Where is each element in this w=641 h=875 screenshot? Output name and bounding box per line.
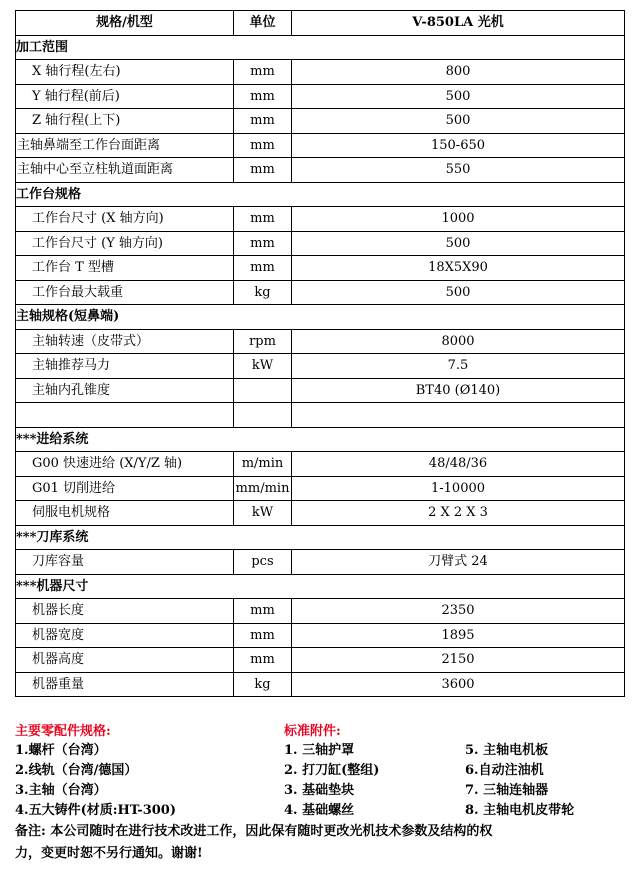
spec-table [15, 10, 625, 697]
spec-unit: pcs [234, 550, 292, 575]
spec-value: 1-10000 [292, 476, 625, 501]
table-row [16, 476, 625, 501]
table-row [16, 501, 625, 526]
spec-unit: mm [234, 256, 292, 281]
spec-unit [234, 378, 292, 403]
table-row [16, 599, 625, 624]
spec-unit: mm [234, 207, 292, 232]
section-title: ***进给系统 [16, 427, 625, 452]
spec-name: 机器长度 [16, 599, 234, 624]
parts-item: 2.线轨（台湾/德国） [15, 763, 138, 778]
spec-name: 主轴推荐马力 [16, 354, 234, 379]
spec-value: 2350 [292, 599, 625, 624]
spec-name: 伺服电机规格 [16, 501, 234, 526]
section-title: 主轴规格(短鼻端) [16, 305, 625, 330]
note-line-1: 备注: 本公司随时在进行技术改进工作，因此保有随时更改光机技术参数及结构的权 [15, 824, 493, 839]
spec-unit: mm [234, 84, 292, 109]
accessory-item: 7. 三轴连轴器 [465, 783, 549, 798]
section-row [16, 427, 625, 452]
accessory-item: 4. 基础螺丝 [284, 803, 355, 818]
spec-value: 48/48/36 [292, 452, 625, 477]
spec-name: 主轴转速（皮带式） [16, 329, 234, 354]
spec-value: 3600 [292, 672, 625, 697]
spec-value: 500 [292, 231, 625, 256]
spec-value: 2 X 2 X 3 [292, 501, 625, 526]
table-row [16, 550, 625, 575]
spec-unit: mm [234, 60, 292, 85]
spec-value [292, 403, 625, 428]
spec-name: 工作台最大载重 [16, 280, 234, 305]
spec-name: 机器重量 [16, 672, 234, 697]
spec-unit: rpm [234, 329, 292, 354]
spec-unit: mm [234, 231, 292, 256]
accessory-item: 6.自动注油机 [465, 763, 544, 778]
table-row [16, 280, 625, 305]
section-title: 工作台规格 [16, 182, 625, 207]
spec-name: 主轴中心至立柱轨道面距离 [16, 158, 234, 183]
table-row [16, 354, 625, 379]
spec-name: Y 轴行程(前后) [16, 84, 234, 109]
section-title: ***刀库系统 [16, 525, 625, 550]
accessory-item: 8. 主轴电机皮带轮 [465, 803, 575, 818]
table-row [16, 158, 625, 183]
table-row [16, 672, 625, 697]
note-line-2: 力，变更时恕不另行通知。谢谢! [15, 846, 203, 861]
table-row [16, 231, 625, 256]
table-row [16, 648, 625, 673]
spec-value: 500 [292, 280, 625, 305]
header-model: V-850LA 光机 [292, 11, 625, 36]
spec-name: G01 切削进给 [16, 476, 234, 501]
table-row [16, 403, 625, 428]
parts-item: 3.主轴（台湾） [15, 783, 107, 798]
section-row [16, 35, 625, 60]
spec-name: 工作台尺寸 (X 轴方向) [16, 207, 234, 232]
spec-value: 刀臂式 24 [292, 550, 625, 575]
spec-value: 8000 [292, 329, 625, 354]
table-header-row [16, 11, 625, 36]
spec-value: 2150 [292, 648, 625, 673]
table-row [16, 84, 625, 109]
accessory-item: 3. 基础垫块 [284, 783, 355, 798]
spec-unit: kW [234, 354, 292, 379]
table-row [16, 452, 625, 477]
spec-value: 18X5X90 [292, 256, 625, 281]
spec-value: 550 [292, 158, 625, 183]
spec-unit: kg [234, 672, 292, 697]
spec-name: X 轴行程(左右) [16, 60, 234, 85]
section-row [16, 574, 625, 599]
table-row [16, 133, 625, 158]
spec-value: BT40 (Ø140) [292, 378, 625, 403]
spec-unit [234, 403, 292, 428]
header-spec: 规格/机型 [16, 11, 234, 36]
spec-unit: mm [234, 133, 292, 158]
spec-unit: m/min [234, 452, 292, 477]
accessory-item: 5. 主轴电机板 [465, 743, 549, 758]
parts-title: 主要零配件规格: [15, 724, 111, 739]
table-row [16, 378, 625, 403]
spec-unit: mm [234, 599, 292, 624]
spec-value: 500 [292, 84, 625, 109]
spec-unit: mm [234, 109, 292, 134]
table-row [16, 623, 625, 648]
spec-name: 工作台尺寸 (Y 轴方向) [16, 231, 234, 256]
accessories-title: 标准附件: [284, 724, 341, 739]
spec-value: 1000 [292, 207, 625, 232]
spec-name: G00 快速进给 (X/Y/Z 轴) [16, 452, 234, 477]
spec-unit: mm/min [234, 476, 292, 501]
spec-name [16, 403, 234, 428]
spec-unit: mm [234, 623, 292, 648]
spec-name: 机器高度 [16, 648, 234, 673]
spec-name: 机器宽度 [16, 623, 234, 648]
spec-unit: mm [234, 158, 292, 183]
spec-value: 150-650 [292, 133, 625, 158]
spec-value: 1895 [292, 623, 625, 648]
section-row [16, 182, 625, 207]
spec-name: 主轴内孔锥度 [16, 378, 234, 403]
spec-unit: mm [234, 648, 292, 673]
spec-unit: kW [234, 501, 292, 526]
parts-item: 1.螺杆（台湾） [15, 743, 107, 758]
section-row [16, 305, 625, 330]
table-row [16, 109, 625, 134]
section-row [16, 525, 625, 550]
parts-item: 4.五大铸件(材质:HT-300) [15, 803, 177, 818]
spec-value: 7.5 [292, 354, 625, 379]
spec-name: 工作台 T 型槽 [16, 256, 234, 281]
table-row [16, 207, 625, 232]
table-row [16, 329, 625, 354]
spec-unit: kg [234, 280, 292, 305]
spec-value: 500 [292, 109, 625, 134]
spec-name: 刀库容量 [16, 550, 234, 575]
section-title: ***机器尺寸 [16, 574, 625, 599]
spec-table-body [16, 11, 625, 697]
accessory-item: 1. 三轴护罩 [284, 743, 355, 758]
header-unit: 单位 [234, 11, 292, 36]
spec-name: 主轴鼻端至工作台面距离 [16, 133, 234, 158]
section-title: 加工范围 [16, 35, 625, 60]
spec-name: Z 轴行程(上下) [16, 109, 234, 134]
table-row [16, 256, 625, 281]
accessory-item: 2. 打刀缸(整组) [284, 763, 380, 778]
table-row [16, 60, 625, 85]
spec-value: 800 [292, 60, 625, 85]
